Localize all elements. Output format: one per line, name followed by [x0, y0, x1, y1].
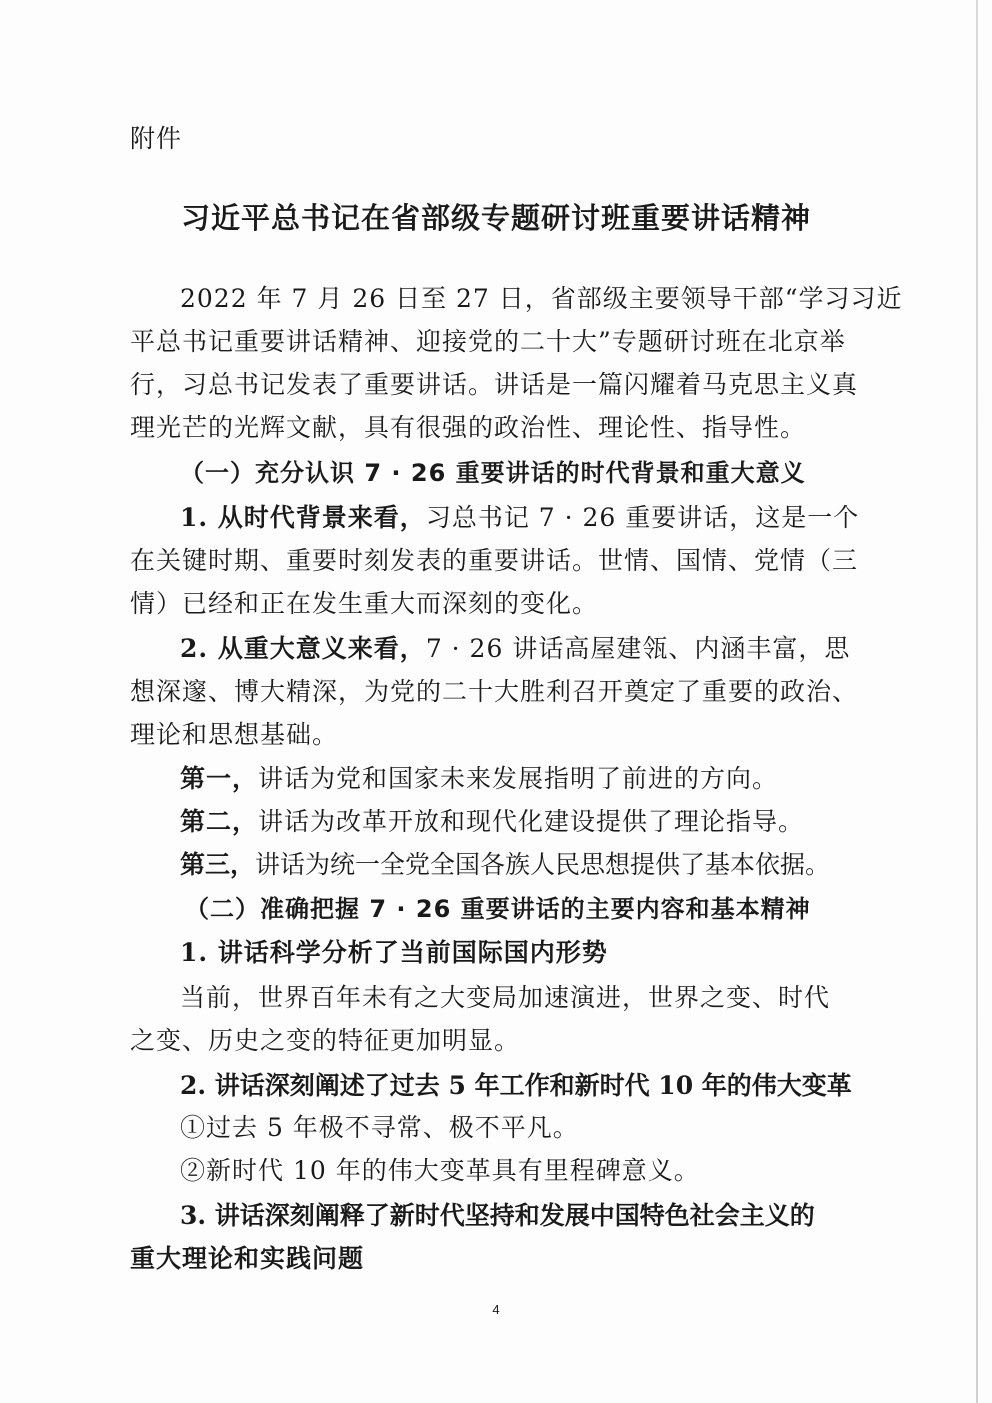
intro-line-4: 理光芒的光辉文献，具有很强的政治性、理论性、指导性。: [130, 413, 807, 442]
point-3-lead: 第三，: [180, 850, 256, 879]
page-title: 习近平总书记在省部级专题研讨班重要讲话精神: [180, 201, 811, 235]
section1-p2-lead: 2. 从重大意义来看，: [180, 634, 426, 663]
section1-p1-lead: 1. 从时代背景来看，: [180, 503, 426, 532]
section2-item1-line-2: 之变、历史之变的特征更加明显。: [130, 1026, 521, 1055]
section1-point-1: [180, 764, 850, 794]
section1-p2-line-2: 想深邃、博大精深，为党的二十大胜利召开奠定了重要的政治、: [130, 677, 859, 706]
section1-p1-rest: 习总书记 7 · 26 重要讲话，这是一个: [425, 503, 860, 532]
point-2-text: 讲话为改革开放和现代化建设提供了理论指导。: [258, 807, 805, 836]
point-1-lead: 第一，: [180, 764, 259, 793]
section1-p1-line-1: [180, 503, 860, 533]
section2-item1-line-1: 当前，世界百年未有之大变局加速演进，世界之变、时代: [180, 983, 831, 1012]
section1-p1-line-3: 情）已经和正在发生重大而深刻的变化。: [130, 589, 599, 618]
intro-line-1: 2022 年 7 月 26 日至 27 日，省部级主要领导干部“学习习近: [180, 284, 903, 313]
section1-point-3: [180, 850, 850, 880]
section2-heading: （二）准确把握 7 · 26 重要讲话的主要内容和基本精神: [185, 895, 811, 923]
section1-point-2: [180, 807, 850, 837]
point-3-text: 讲话为统一全党全国各族人民思想提供了基本依据。: [255, 850, 831, 879]
section2-item2-heading: 2. 讲话深刻阐述了过去 5 年工作和新时代 10 年的伟大变革: [180, 1071, 852, 1100]
intro-line-3: 行，习总书记发表了重要讲话。讲话是一篇闪耀着马克思主义真: [130, 370, 859, 399]
section1-heading: （一）充分认识 7 · 26 重要讲话的时代背景和重大意义: [180, 459, 806, 487]
section1-p2-rest: 7 · 26 讲话高屋建瓴、内涵丰富，思: [425, 634, 851, 663]
attachment-label: 附件: [130, 124, 183, 153]
section2-item1-heading: 1. 讲话科学分析了当前国际国内形势: [180, 938, 608, 967]
section2-item2-line-2: ②新时代 10 年的伟大变革具有里程碑意义。: [180, 1156, 700, 1185]
section2-item3-heading-line-2: 重大理论和实践问题: [130, 1244, 365, 1273]
page-number: 4: [492, 1302, 500, 1317]
intro-line-2: 平总书记重要讲话精神、迎接党的二十大”专题研讨班在北京举: [130, 327, 846, 356]
point-2-lead: 第二，: [180, 807, 259, 836]
point-1-text: 讲话为党和国家未来发展指明了前进的方向。: [258, 764, 779, 793]
section1-p1-line-2: 在关键时期、重要时刻发表的重要讲话。世情、国情、党情（三: [130, 546, 859, 575]
section2-item3-heading-line-1: 3. 讲话深刻阐释了新时代坚持和发展中国特色社会主义的: [180, 1201, 815, 1230]
section2-item2-line-1: ①过去 5 年极不寻常、极不平凡。: [180, 1113, 579, 1142]
section1-p2-line-1: [180, 634, 850, 664]
section1-p2-line-3: 理论和思想基础。: [130, 720, 339, 749]
